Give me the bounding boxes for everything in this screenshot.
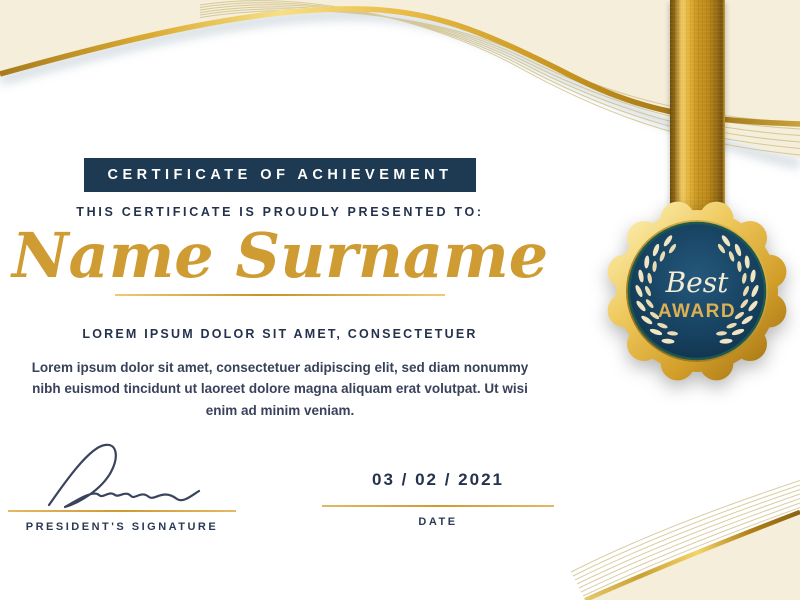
body-line: enim ad minim veniam. (205, 402, 355, 418)
date-value: 03 / 02 / 2021 (372, 470, 504, 489)
name-underline (115, 294, 445, 296)
certificate-title-banner: CERTIFICATE OF ACHIEVEMENT (84, 158, 477, 192)
medal-award-text: AWARD (657, 301, 737, 322)
signature-block (8, 441, 236, 533)
date-label: DATE (418, 516, 458, 528)
award-medal (596, 190, 798, 392)
signature-label: PRESIDENT'S SIGNATURE (25, 521, 219, 533)
certificate-content (0, 158, 560, 421)
presented-line: THIS CERTIFICATE IS PROUDLY PRESENTED TO: (76, 205, 484, 219)
body-line: nibh euismod tincidunt ut laoreet dolore magna aliquam erat volutpat. Ut wisi (32, 381, 528, 397)
certificate-body (0, 357, 560, 421)
date-block (322, 470, 554, 528)
recipient-name: Name Surname (11, 219, 549, 292)
body-line: Lorem ipsum dolor sit amet, consectetuer adipiscing elit, sed diam nonummy (31, 360, 529, 376)
date-line (322, 505, 554, 507)
medal-best-text: Best (665, 266, 729, 299)
certificate-subtitle: LOREM IPSUM DOLOR SIT AMET, CONSECTETUER (82, 327, 478, 342)
signature-line (8, 510, 236, 512)
signature-icon (27, 441, 217, 510)
